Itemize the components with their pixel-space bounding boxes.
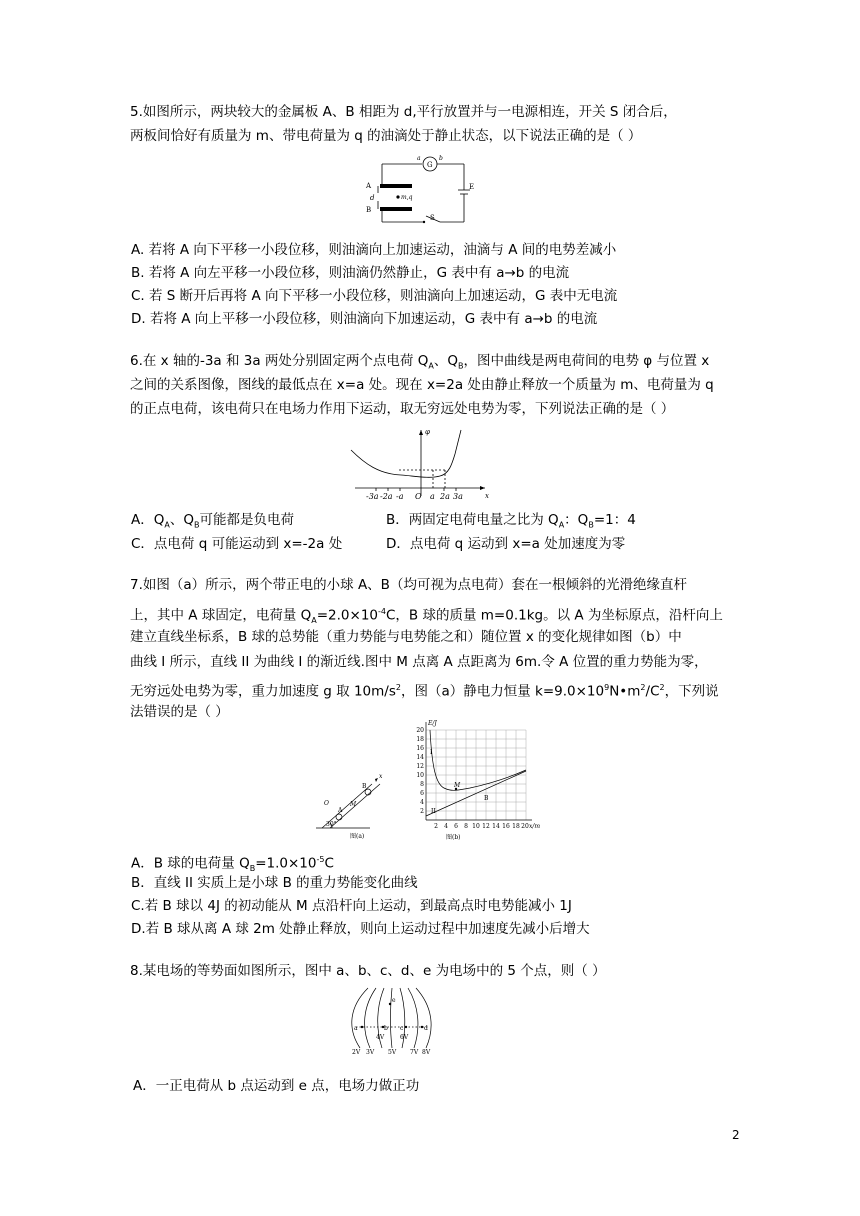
q5-option-d: D. 若将 A 向上平移一小段位移，则油滴向下加速运动，G 表中有 a→b 的电流 <box>131 311 598 327</box>
q6-tick-a: a <box>430 492 435 501</box>
q7b-ylabel: E/J <box>428 720 437 727</box>
q7-line1: 7.如图（a）所示，两个带正电的小球 A、B（均可视为点电荷）套在一根倾斜的光滑绝缘直杆 <box>130 577 687 593</box>
q7b-ytick: 2 <box>420 808 424 815</box>
q7b-ytick: 8 <box>420 781 424 788</box>
q7b-xlabel: x/m <box>529 823 541 830</box>
q7b-caption: 图(b) <box>446 834 461 841</box>
q7-line3: 建立直线坐标系，B 球的总势能（重力势能与电势能之和）随位置 x 的变化规律如图（b）中 <box>130 629 682 645</box>
q8-fig-2v: 2V <box>352 1049 361 1056</box>
q5-stem-line2: 两板间恰好有质量为 m、带电荷量为 q 的油滴处于静止状态，以下说法正确的是（ ） <box>130 128 642 144</box>
q7-line4: 曲线 I 所示，直线 II 为曲线 I 的渐近线.图中 M 点离 A 点距离为 6m.令 A 位置的重力势能为零， <box>130 654 708 670</box>
q5-option-b: B. 若将 A 向左平移一小段位移，则油滴仍然静止，G 表中有 a→b 的电流 <box>131 265 570 281</box>
q8-fig-d: d <box>424 1025 428 1032</box>
q8-fig-7v: 7V <box>410 1049 419 1056</box>
q7b-ytick: 4 <box>420 799 424 806</box>
q7-line5: 无穷远处电势为零，重力加速度 g 取 $10m/s^2$，图（a）静电力恒量 $k=9.0\times 10^9N•m^2/C^2$，下列说 <box>130 683 719 700</box>
q5-fig-d: d <box>370 194 375 202</box>
q8-option-a: A．一正电荷从 b 点运动到 e 点，电场力做正功 <box>133 1078 420 1094</box>
q7-option-a: A．B 球的电荷量 $Q_B=1.0\times 10^{-5}C$ <box>131 855 334 874</box>
q8-fig-3v: 3V <box>366 1049 375 1056</box>
q5-fig-A: A <box>366 182 372 190</box>
q7-figure-b <box>408 718 548 842</box>
q7b-xtick: 20 <box>521 823 529 830</box>
q7-option-c: C.若 B 球以 4J 的初动能从 M 点沿杆向上运动，到最高点时电势能减小 1J <box>131 898 572 914</box>
q6-stem-line1: 6.在 x 轴的-3a 和 3a 两处分别固定两个点电荷 $Q_A$、$Q_B$，图中曲线是两电荷间的电势 φ 与位置 x <box>130 353 710 371</box>
q5-fig-G: G <box>427 161 433 169</box>
q5-fig-E: E <box>469 183 475 191</box>
q7b-xtick: 12 <box>482 823 490 830</box>
q8-fig-4v: 4V <box>376 1034 385 1041</box>
q5-fig-a: a <box>417 155 421 162</box>
q7a-x: x <box>379 773 383 780</box>
q6-option-b: B．两固定电荷电量之比为 $Q_A$：$Q_B=1$：4 <box>386 512 636 530</box>
q8-stem: 8.某电场的等势面如图所示，图中 a、b、c、d、e 为电场中的 5 个点，则（ ） <box>130 963 606 979</box>
q8-fig-a: a <box>354 1025 358 1032</box>
q6-option-c: C．点电荷 q 可能运动到 x=-2a 处 <box>131 536 343 552</box>
q6-tick-m2a: -2a <box>380 492 393 501</box>
q7a-angle: 30° <box>326 821 337 828</box>
q8-fig-6v: 6V <box>400 1034 409 1041</box>
q7a-caption: 图(a) <box>350 833 365 840</box>
q7b-xtick: 4 <box>444 823 448 830</box>
q8-fig-b: b <box>384 1025 388 1032</box>
q7b-ytick: 10 <box>416 772 424 779</box>
q7b-xtick: 18 <box>512 823 520 830</box>
q7b-ytick: 18 <box>416 736 424 743</box>
q7b-xtick: 14 <box>492 823 500 830</box>
q7a-B: B <box>362 783 367 790</box>
q6-stem-line3: 的正点电荷，该电荷只在电场力作用下运动，取无穷远处电势为零，下列说法正确的是（ ） <box>130 401 675 417</box>
q6-option-a: A．$Q_A$、$Q_B$可能都是负电荷 <box>131 512 294 530</box>
q8-fig-5v: 5V <box>388 1049 397 1056</box>
q6-tick-m3a: -3a <box>366 492 379 501</box>
q7-figure-a <box>310 768 410 840</box>
q7b-xtick: 6 <box>454 823 458 830</box>
q6-fig-x: x <box>485 492 489 500</box>
q7b-xtick: 10 <box>472 823 480 830</box>
q5-option-c: C. 若 S 断开后再将 A 向下平移一小段位移，则油滴向上加速运动，G 表中无电流 <box>131 288 618 304</box>
q6-fig-phi: φ <box>425 428 430 436</box>
q6-tick-2a: 2a <box>440 492 450 501</box>
q6-option-d: D．点电荷 q 运动到 x=a 处加速度为零 <box>386 536 626 552</box>
q5-stem-line1: 5.如图所示，两块较大的金属板 A、B 相距为 d,平行放置并与一电源相连，开关 S 闭合后， <box>130 104 677 120</box>
q7b-xtick: 16 <box>502 823 510 830</box>
q7-option-b: B．直线 II 实质上是小球 B 的重力势能变化曲线 <box>131 875 418 891</box>
q5-circuit-figure <box>360 156 480 236</box>
q7b-ytick: 12 <box>416 763 424 770</box>
q5-fig-b: b <box>439 155 443 162</box>
q7-line6: 法错误的是（ ） <box>130 704 229 720</box>
q8-fig-8v: 8V <box>422 1049 431 1056</box>
q7b-ytick: 6 <box>420 790 424 797</box>
q5-fig-S: S <box>430 214 435 222</box>
q8-fig-e: e <box>392 997 396 1004</box>
q7b-xtick: 2 <box>434 823 438 830</box>
q7b-B: B <box>484 795 489 802</box>
q7a-M: M <box>350 801 357 808</box>
q6-potential-graph <box>345 424 495 504</box>
q7-line2: 上，其中 A 球固定，电荷量 $Q_A=2.0\times 10^{-4}C$，B 球的质量 m=0.1kg。以 A 为坐标原点，沿杆向上 <box>130 607 723 626</box>
page-number: 2 <box>732 1128 740 1142</box>
q7a-O: O <box>324 800 329 807</box>
q5-option-a: A. 若将 A 向下平移一小段位移，则油滴向上加速运动，油滴与 A 间的电势差减小 <box>131 242 617 258</box>
q8-equipotential-figure <box>338 984 448 1056</box>
q7b-ytick: 20 <box>416 727 424 734</box>
q7a-A: A <box>338 807 343 814</box>
q7-option-d: D.若 B 球从离 A 球 2m 处静止释放，则向上运动过程中加速度先减小后增大 <box>131 921 590 937</box>
q7b-II: II <box>431 808 436 815</box>
q7b-M: M <box>454 782 461 789</box>
q6-tick-3a: 3a <box>453 492 463 501</box>
q6-tick-ma: -a <box>396 492 404 501</box>
q7b-I: I <box>430 749 433 756</box>
q6-tick-O: O <box>415 492 422 501</box>
q8-fig-c: c <box>400 1025 404 1032</box>
q5-fig-mq: m,q <box>401 194 413 201</box>
q5-fig-B: B <box>366 206 372 214</box>
q6-stem-line2: 之间的关系图像，图线的最低点在 x=a 处。现在 x=2a 处由静止释放一个质量为 m、电荷量为 q <box>130 377 714 393</box>
q7b-ytick: 14 <box>416 754 424 761</box>
q7b-xtick: 8 <box>464 823 468 830</box>
q7b-ytick: 16 <box>416 745 424 752</box>
